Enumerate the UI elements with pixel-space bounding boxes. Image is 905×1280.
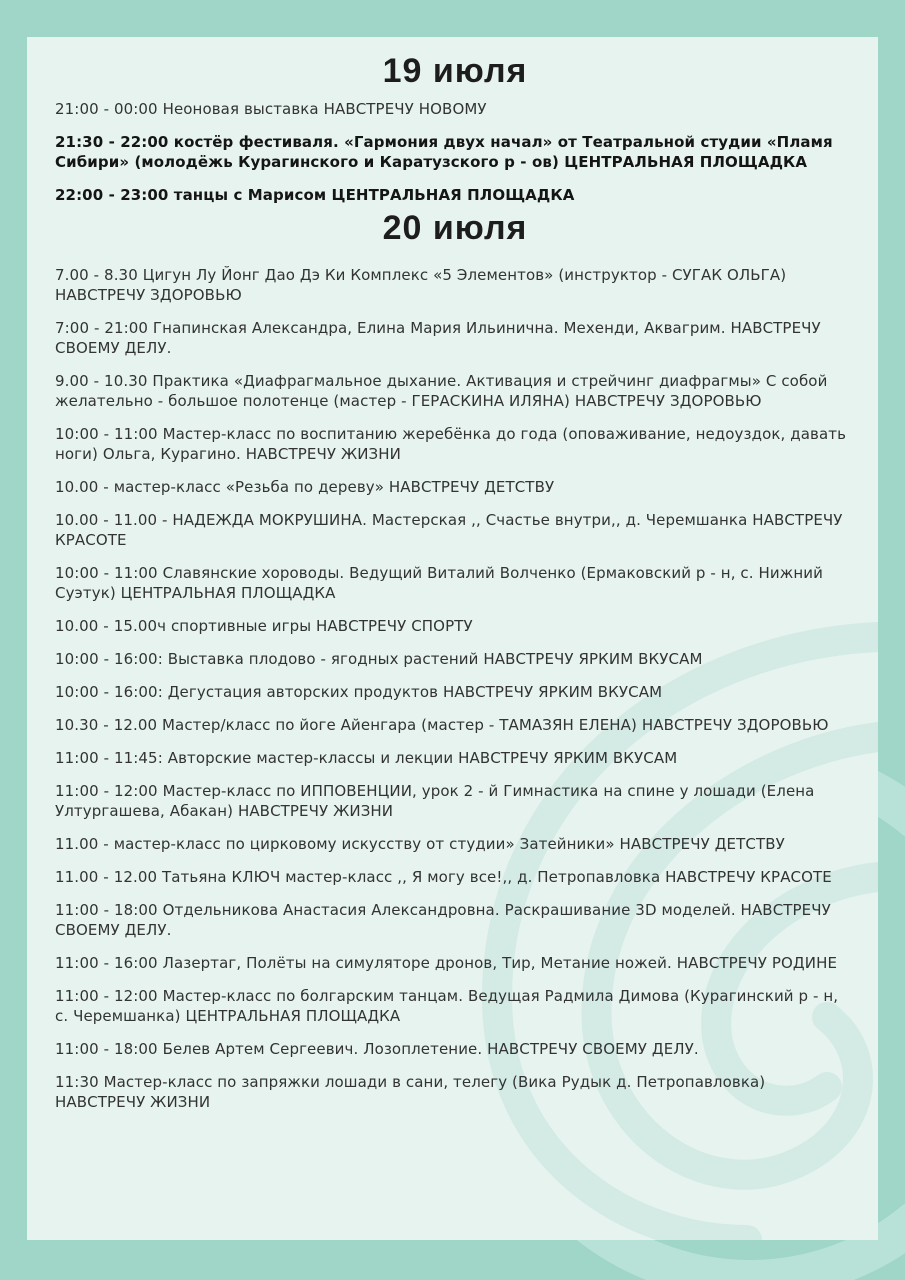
event-item: 10:00 - 11:00 Славянские хороводы. Ведущий Виталий Волченко (Ермаковский р - н, с. Нижний Суэтук) ЦЕНТРАЛЬНАЯ ПЛОЩАДКА: [55, 564, 823, 602]
event-item: 10:00 - 16:00: Выставка плодово - ягодных растений НАВСТРЕЧУ ЯРКИМ ВКУСАМ: [55, 650, 703, 668]
event-item: 9.00 - 10.30 Практика «Диафрагмальное дыхание. Активация и стрейчинг диафрагмы» С собой желательно - большое полотенце (мастер - ГЕРАСКИНА ИЛЯНА) НАВСТРЕЧУ ЗДОРОВЬЮ: [55, 372, 828, 410]
event-item: 10.00 - мастер-класс «Резьба по дереву» НАВСТРЕЧУ ДЕТСТВУ: [55, 478, 555, 496]
event-item: 22:00 - 23:00 танцы с Марисом ЦЕНТРАЛЬНАЯ ПЛОЩАДКА: [55, 186, 575, 204]
day-title: 19 июля: [382, 52, 528, 90]
event-item: 11:00 - 11:45: Авторские мастер-классы и лекции НАВСТРЕЧУ ЯРКИМ ВКУСАМ: [55, 749, 678, 767]
day-title: 20 июля: [382, 209, 528, 247]
event-item: 10.30 - 12.00 Мастер/класс по йоге Айенгара (мастер - ТАМАЗЯН ЕЛЕНА) НАВСТРЕЧУ ЗДОРОВЬЮ: [55, 716, 829, 734]
event-item: 11:30 Мастер-класс по запряжки лошади в сани, телегу (Вика Рудык д. Петропавловка) НАВСТРЕЧУ ЖИЗНИ: [55, 1073, 766, 1111]
event-item: 11:00 - 18:00 Белев Артем Сергеевич. Лозоплетение. НАВСТРЕЧУ СВОЕМУ ДЕЛУ.: [55, 1040, 699, 1058]
event-item: 11:00 - 18:00 Отдельникова Анастасия Александровна. Раскрашивание 3D моделей. НАВСТРЕЧУ СВОЕМУ ДЕЛУ.: [55, 901, 831, 939]
day-events: [55, 265, 855, 1112]
event-item: 11.00 - 12.00 Татьяна КЛЮЧ мастер-класс ,, Я могу все!,, д. Петропавловка НАВСТРЕЧУ КРАСОТЕ: [55, 868, 832, 886]
event-item: 10.00 - 11.00 - НАДЕЖДА МОКРУШИНА. Мастерская ,, Счастье внутри,, д. Черемшанка НАВСТРЕЧУ КРАСОТЕ: [55, 511, 843, 549]
event-item: 10:00 - 11:00 Мастер-класс по воспитанию жеребёнка до года (оповаживание, недоуздок, давать ноги) Ольга, Курагино. НАВСТРЕЧУ ЖИЗНИ: [55, 425, 847, 463]
event-item: 11:00 - 12:00 Мастер-класс по ИППОВЕНЦИИ, урок 2 - й Гимнастика на спине у лошади (Елена Ултургашева, Абакан) НАВСТРЕЧУ ЖИЗНИ: [55, 782, 815, 820]
event-item: 7:00 - 21:00 Гнапинская Александра, Елина Мария Ильинична. Мехенди, Аквагрим. НАВСТРЕЧУ СВОЕМУ ДЕЛУ.: [55, 319, 821, 357]
schedule-content: [55, 51, 855, 1125]
event-item: 21:30 - 22:00 костёр фестиваля. «Гармония двух начал» от Театральной студии «Пламя Сибири» (молодёжь Курагинского и Каратузского р - ов) ЦЕНТРАЛЬНАЯ ПЛОЩАДКА: [55, 133, 833, 171]
event-item: 11:00 - 12:00 Мастер-класс по болгарским танцам. Ведущая Радмила Димова (Курагинский р - н, с. Черемшанка) ЦЕНТРАЛЬНАЯ ПЛОЩАДКА: [55, 987, 839, 1025]
event-item: 10:00 - 16:00: Дегустация авторских продуктов НАВСТРЕЧУ ЯРКИМ ВКУСАМ: [55, 683, 663, 701]
event-item: 10.00 - 15.00ч спортивные игры НАВСТРЕЧУ СПОРТУ: [55, 617, 473, 635]
day-events: [55, 99, 855, 205]
schedule-panel: [27, 37, 878, 1240]
event-item: 21:00 - 00:00 Неоновая выставка НАВСТРЕЧУ НОВОМУ: [55, 100, 487, 118]
event-item: 7.00 - 8.30 Цигун Лу Йонг Дао Дэ Ки Комплекс «5 Элементов» (инструктор - СУГАК ОЛЬГА) НАВСТРЕЧУ ЗДОРОВЬЮ: [55, 266, 787, 304]
event-item: 11:00 - 16:00 Лазертаг, Полёты на симуляторе дронов, Тир, Метание ножей. НАВСТРЕЧУ РОДИНЕ: [55, 954, 838, 972]
event-item: 11.00 - мастер-класс по цирковому искусству от студии» Затейники» НАВСТРЕЧУ ДЕТСТВУ: [55, 835, 785, 853]
